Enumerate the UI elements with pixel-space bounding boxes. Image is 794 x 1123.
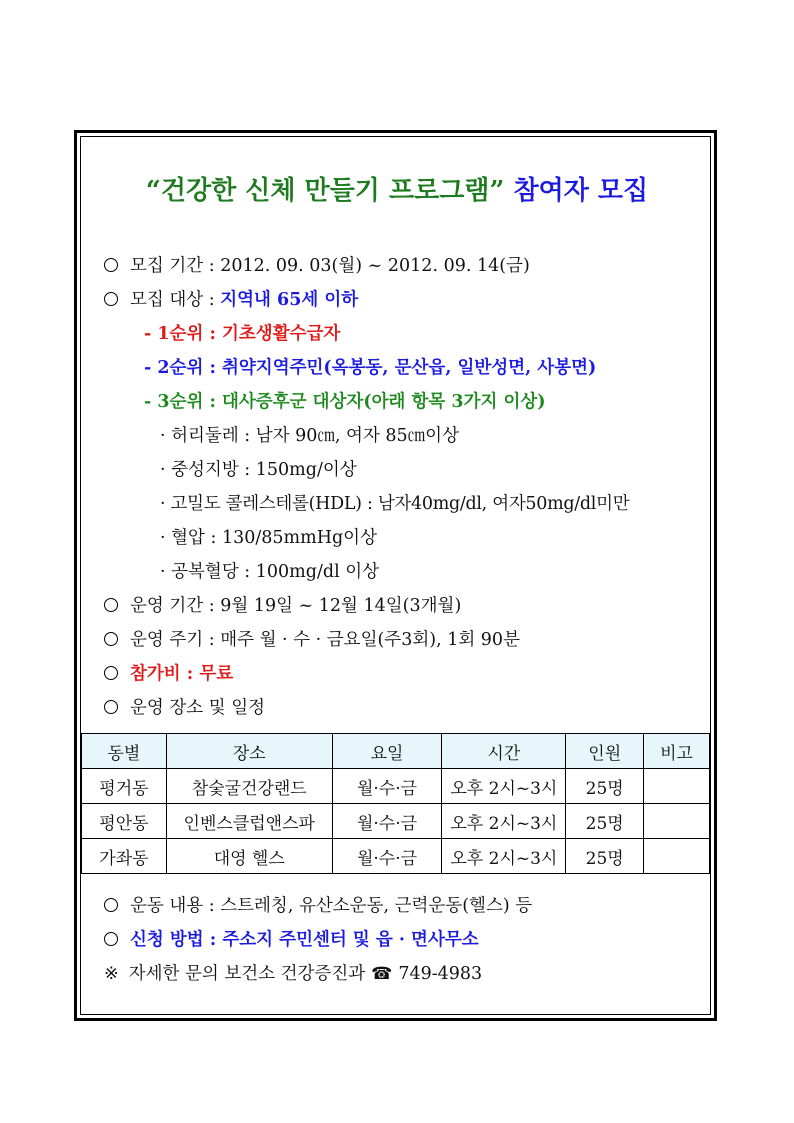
priority3-dash: - — [144, 392, 158, 412]
op-period-line — [104, 594, 461, 618]
venue-heading-line — [104, 696, 265, 720]
header-capacity: 인원 — [566, 734, 644, 769]
cell-day: 월·수·금 — [332, 839, 442, 874]
criteria-item: · 중성지방 : 150mg/이상 — [160, 460, 357, 480]
circle-bullet-icon — [104, 598, 118, 612]
header-dong: 동별 — [82, 734, 167, 769]
cell-place: 대영 헬스 — [166, 839, 332, 874]
cell-dong: 평안동 — [82, 804, 167, 839]
cell-note — [644, 804, 710, 839]
contact-text: 자세한 문의 보건소 건강증진과 — [128, 964, 366, 984]
cell-capacity: 25명 — [566, 839, 644, 874]
cell-capacity: 25명 — [566, 769, 644, 804]
criteria-item: · 고밀도 콜레스테롤(HDL) : 남자40mg/dl, 여자50mg/dl미만 — [160, 494, 630, 514]
exercise-line — [104, 894, 532, 918]
cell-place: 참숯굴건강랜드 — [166, 769, 332, 804]
cell-day: 월·수·금 — [332, 769, 442, 804]
target-value: 지역내 65세 이하 — [220, 290, 359, 310]
header-note: 비고 — [644, 734, 710, 769]
op-cycle-line — [104, 628, 520, 652]
cell-dong: 평거동 — [82, 769, 167, 804]
criteria-item: · 공복혈당 : 100mg/dl 이상 — [160, 562, 380, 582]
schedule-table — [81, 733, 710, 874]
priority3-line — [144, 390, 546, 414]
phone-icon: ☎ — [371, 964, 393, 984]
circle-bullet-icon — [104, 292, 118, 306]
venue-heading: 운영 장소 및 일정 — [130, 698, 266, 718]
cell-capacity: 25명 — [566, 804, 644, 839]
cell-place: 인벤스클럽앤스파 — [166, 804, 332, 839]
priority3-text: 3순위 : 대사증후군 대상자(아래 항목 3가지 이상) — [157, 392, 546, 412]
cell-day: 월·수·금 — [332, 804, 442, 839]
cell-note — [644, 839, 710, 874]
table-row — [82, 804, 710, 839]
priority2-text: 2순위 : 취약지역주민(옥봉동, 문산읍, 일반성면, 사봉면) — [157, 358, 597, 378]
cell-time: 오후 2시~3시 — [442, 839, 566, 874]
cell-time: 오후 2시~3시 — [442, 804, 566, 839]
period-line — [104, 254, 530, 278]
page-title — [0, 170, 794, 207]
contact-phone: 749-4983 — [398, 964, 483, 984]
table-row — [82, 769, 710, 804]
circle-bullet-icon — [104, 632, 118, 646]
title-recruit: 참여자 모집 — [504, 176, 649, 206]
priority1-line — [144, 322, 340, 346]
circle-bullet-icon — [104, 932, 118, 946]
priority1-text: 1순위 : 기초생활수급자 — [157, 324, 341, 344]
title-quote-open: “ — [145, 176, 161, 206]
circle-bullet-icon — [104, 666, 118, 680]
table-row — [82, 839, 710, 874]
contact-line — [104, 962, 482, 986]
title-program-name: 건강한 신체 만들기 프로그램 — [160, 176, 490, 206]
table-header-row — [82, 734, 710, 769]
criteria-item: · 혈압 : 130/85mmHg이상 — [160, 528, 377, 548]
op-cycle-text: 운영 주기 : 매주 월 · 수 · 금요일(주3회), 1회 90분 — [130, 630, 520, 650]
period-value: 2012. 09. 03(월) ~ 2012. 09. 14(금) — [220, 256, 530, 276]
exercise-text: 운동 내용 : 스트레칭, 유산소운동, 근력운동(헬스) 등 — [130, 896, 533, 916]
header-place: 장소 — [166, 734, 332, 769]
fee-line — [104, 662, 233, 686]
criteria-item: · 허리둘레 : 남자 90㎝, 여자 85㎝이상 — [160, 426, 459, 446]
apply-text: 신청 방법 : 주소지 주민센터 및 읍 · 면사무소 — [130, 930, 479, 950]
circle-bullet-icon — [104, 898, 118, 912]
header-time: 시간 — [442, 734, 566, 769]
circle-bullet-icon — [104, 258, 118, 272]
fee-text: 참가비 : 무료 — [130, 664, 234, 684]
op-period-text: 운영 기간 : 9월 19일 ~ 12월 14일(3개월) — [130, 596, 462, 616]
period-label: 모집 기간 : — [130, 256, 215, 276]
cell-dong: 가좌동 — [82, 839, 167, 874]
priority1-dash: - — [144, 324, 158, 344]
apply-line — [104, 928, 479, 952]
cell-time: 오후 2시~3시 — [442, 769, 566, 804]
reference-mark: ※ — [104, 964, 119, 984]
target-line — [104, 288, 358, 312]
circle-bullet-icon — [104, 700, 118, 714]
header-day: 요일 — [332, 734, 442, 769]
priority2-line — [144, 356, 596, 380]
priority2-dash: - — [144, 358, 158, 378]
cell-note — [644, 769, 710, 804]
title-quote-close: ” — [489, 176, 505, 206]
target-label: 모집 대상 : — [130, 290, 215, 310]
